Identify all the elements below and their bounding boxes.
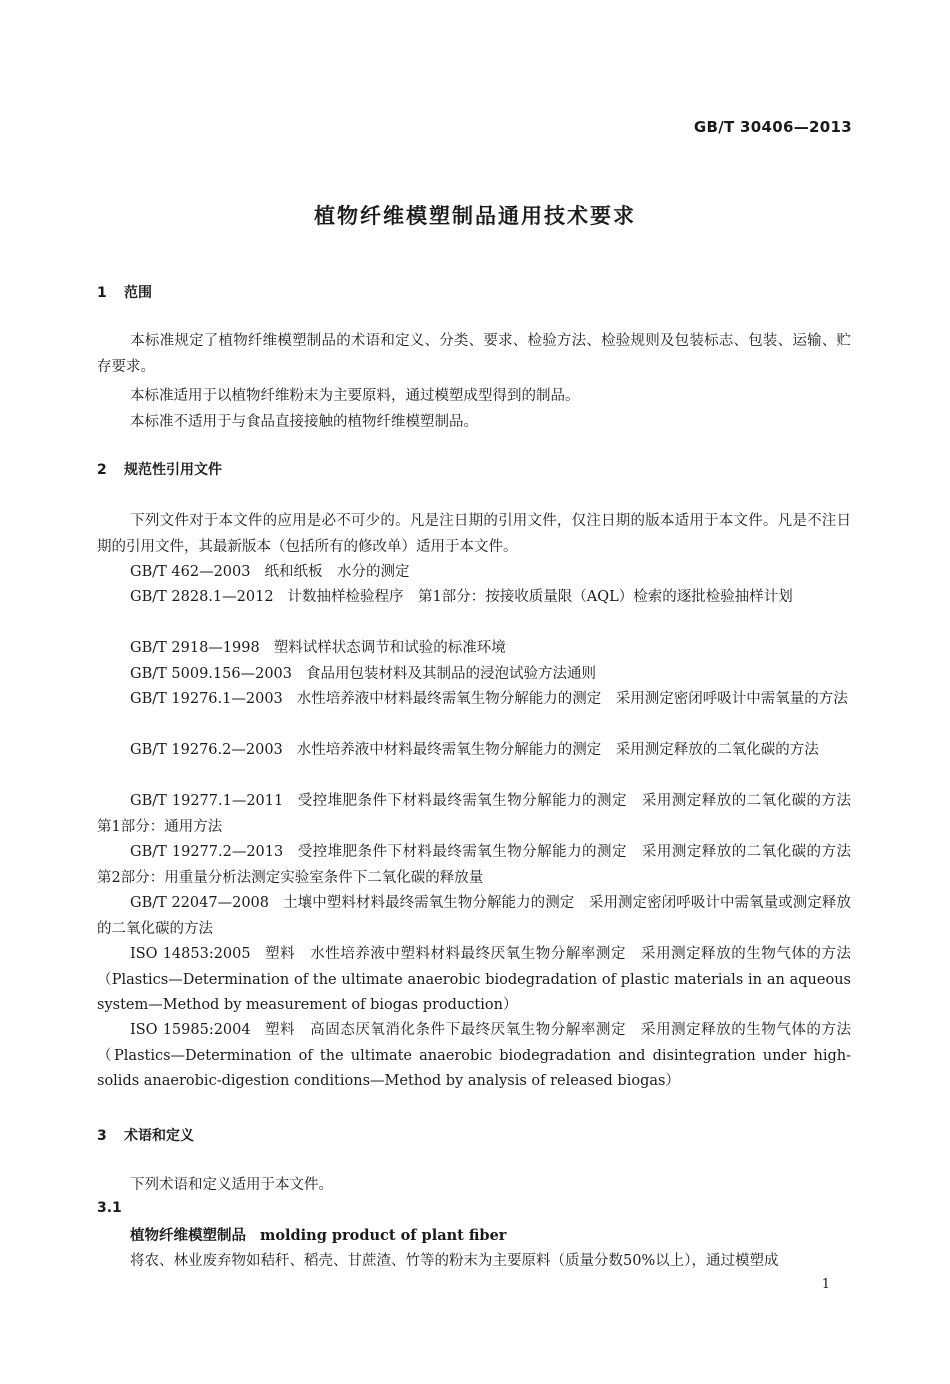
term-number: 3.1 xyxy=(97,1200,122,1216)
term-chinese: 植物纤维模塑制品 xyxy=(130,1228,246,1244)
section-title: 范围 xyxy=(124,285,152,301)
section-title: 术语和定义 xyxy=(124,1128,194,1144)
scope-paragraph-3: 本标准不适用于与食品直接接触的植物纤维模塑制品。 xyxy=(130,414,478,430)
section-title: 规范性引用文件 xyxy=(124,462,222,478)
terms-intro: 下列术语和定义适用于本文件。 xyxy=(130,1177,333,1193)
reference-item: GB/T 22047—2008 土壤中塑料材料最终需氧生物分解能力的测定 采用测定密闭呼吸计中需氧量或测定释放的二氧化碳的方法 xyxy=(97,895,851,937)
reference-item: ISO 14853:2005 塑料 水性培养液中塑料材料最终厌氧生物分解率测定 采用测定释放的生物气体的方法（Plastics—Determination of the ultimate anaerobic biodegradation of plastic materials in an aqueous system—Method by measurement of biogas production） xyxy=(97,946,851,1014)
reference-item: GB/T 19276.2—2003 水性培养液中材料最终需氧生物分解能力的测定 采用测定释放的二氧化碳的方法 xyxy=(130,742,819,758)
document-title: 植物纤维模塑制品通用技术要求 xyxy=(314,204,636,228)
reference-item: GB/T 19277.2—2013 受控堆肥条件下材料最终需氧生物分解能力的测定 采用测定释放的二氧化碳的方法 第2部分：用重量分析法测定实验室条件下二氧化碳的释放量 xyxy=(97,844,866,886)
section-heading-scope xyxy=(97,282,152,302)
term-english: molding product of plant fiber xyxy=(260,1227,507,1244)
scope-paragraph-1: 本标准规定了植物纤维模塑制品的术语和定义、分类、要求、检验方法、检验规则及包装标志、包装、运输、贮存要求。 xyxy=(97,333,851,375)
reference-item: GB/T 2918—1998 塑料试样状态调节和试验的标准环境 xyxy=(130,640,506,656)
reference-item: GB/T 19276.1—2003 水性培养液中材料最终需氧生物分解能力的测定 采用测定密闭呼吸计中需氧量的方法 xyxy=(130,691,848,707)
standard-code: GB/T 30406—2013 xyxy=(693,118,852,136)
section-heading-normative-references xyxy=(97,459,222,479)
reference-item: GB/T 5009.156—2003 食品用包装材料及其制品的浸泡试验方法通则 xyxy=(130,666,596,682)
section-heading-terms xyxy=(97,1125,194,1145)
reference-item: GB/T 19277.1—2011 受控堆肥条件下材料最终需氧生物分解能力的测定 采用测定释放的二氧化碳的方法 第1部分：通用方法 xyxy=(97,793,866,835)
term-heading xyxy=(130,1224,506,1245)
reference-item: GB/T 462—2003 纸和纸板 水分的测定 xyxy=(130,564,410,580)
reference-item: GB/T 2828.1—2012 计数抽样检验程序 第1部分：按接收质量限（AQL）检索的逐批检验抽样计划 xyxy=(130,589,793,605)
page-number: 1 xyxy=(821,1277,830,1292)
section-number: 3 xyxy=(97,1128,107,1144)
references-intro: 下列文件对于本文件的应用是必不可少的。凡是注日期的引用文件，仅注日期的版本适用于本文件。凡是不注日期的引用文件，其最新版本（包括所有的修改单）适用于本文件。 xyxy=(97,513,851,555)
section-number: 2 xyxy=(97,462,107,478)
scope-paragraph-2: 本标准适用于以植物纤维粉末为主要原料，通过模塑成型得到的制品。 xyxy=(130,388,580,404)
section-number: 1 xyxy=(97,285,107,301)
term-definition: 将农、林业废弃物如秸秆、稻壳、甘蔗渣、竹等的粉末为主要原料（质量分数50%以上），通过模塑成 xyxy=(130,1253,779,1269)
reference-item: ISO 15985:2004 塑料 高固态厌氧消化条件下最终厌氧生物分解率测定 采用测定释放的生物气体的方法（Plastics—Determination of the ultimate anaerobic biodegradation and disintegration under high-solids anaerobic-digestion conditions—Method by analysis of released biogas） xyxy=(97,1022,851,1090)
